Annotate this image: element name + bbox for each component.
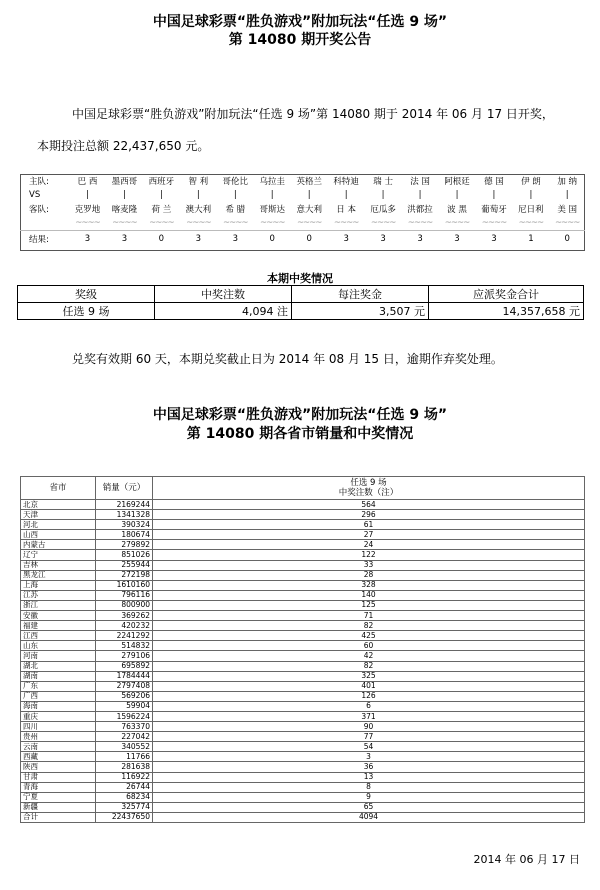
- away-team-row: [20, 202, 585, 216]
- province-sales: 2169244: [96, 500, 153, 510]
- province-row: [21, 631, 585, 641]
- vs-mark: |: [233, 190, 237, 200]
- match-result: 0: [564, 234, 570, 244]
- prize-header-count: 中奖注数: [155, 286, 292, 303]
- province-wins: 140: [153, 590, 585, 600]
- province-sales: 796116: [96, 590, 153, 600]
- province-wins: 122: [153, 550, 585, 560]
- province-name: 甘肃: [21, 772, 96, 782]
- province-header-name: 省市: [21, 477, 96, 500]
- away-team: 波 黑: [447, 205, 467, 215]
- away-team: 美 国: [557, 205, 578, 215]
- result-label: 结果:: [29, 235, 49, 245]
- away-team: 克罗地: [74, 205, 101, 215]
- province-name: 福建: [21, 621, 96, 631]
- home-team: 乌拉圭: [259, 177, 285, 187]
- province-sales: 695892: [96, 661, 153, 671]
- province-wins: 24: [153, 540, 585, 550]
- province-row: [21, 792, 585, 802]
- vs-mark: |: [159, 190, 163, 200]
- prize-total: 14,357,658 元: [429, 303, 584, 320]
- province-row: [21, 732, 585, 742]
- prize-count: 4,094 注: [155, 303, 292, 320]
- vs-mark: |: [307, 190, 311, 200]
- province-name: 浙江: [21, 600, 96, 610]
- home-label: 主队:: [29, 177, 49, 187]
- dashes: ~~~~: [518, 218, 544, 228]
- province-row: [21, 530, 585, 540]
- province-name: 云南: [21, 742, 96, 752]
- province-sales: 1784444: [96, 671, 153, 681]
- province-wins: 401: [153, 681, 585, 691]
- province-name: 内蒙古: [21, 540, 96, 550]
- province-name: 北京: [21, 500, 96, 510]
- province-wins: 61: [153, 520, 585, 530]
- result-row: [20, 232, 585, 246]
- vs-row: [20, 188, 585, 202]
- province-name: 吉林: [21, 560, 96, 570]
- vs-label: VS: [29, 190, 41, 200]
- dashes: ~~~~: [259, 218, 285, 228]
- province-name: 四川: [21, 722, 96, 732]
- province-header-sales: 销量（元）: [96, 477, 153, 500]
- province-wins: 33: [153, 560, 585, 570]
- dashes: ~~~~: [554, 218, 580, 228]
- match-result: 3: [232, 234, 238, 244]
- province-sales: 26744: [96, 782, 153, 792]
- away-team: 哥斯达: [259, 205, 285, 215]
- province-name: 河南: [21, 651, 96, 661]
- match-result: 3: [454, 234, 460, 244]
- dashes: ~~~~: [296, 218, 322, 228]
- province-name: 江西: [21, 631, 96, 641]
- prize-header-level: 奖级: [18, 286, 155, 303]
- province-name: 山西: [21, 530, 96, 540]
- away-team: 尼日利: [518, 205, 544, 215]
- province-sales: 340552: [96, 742, 153, 752]
- vs-mark: |: [196, 190, 200, 200]
- home-team: 瑞 士: [373, 177, 393, 187]
- dashes: ~~~~: [407, 218, 433, 228]
- province-wins: 82: [153, 621, 585, 631]
- province-name: 青海: [21, 782, 96, 792]
- province-wins: 6: [153, 701, 585, 711]
- province-row: [21, 762, 585, 772]
- province-row: [21, 550, 585, 560]
- province-wins: 296: [153, 510, 585, 520]
- dashes: ~~~~: [112, 218, 137, 228]
- away-team: 日 本: [336, 205, 356, 215]
- vs-mark: |: [565, 190, 569, 200]
- home-team: 加 纳: [557, 177, 578, 187]
- away-team: 葡萄牙: [481, 205, 507, 215]
- province-sales: 514832: [96, 641, 153, 651]
- province-sales: 227042: [96, 732, 153, 742]
- province-row: [21, 742, 585, 752]
- province-wins: 13: [153, 772, 585, 782]
- province-wins: 4094: [153, 812, 585, 822]
- prize-table: [17, 285, 584, 320]
- province-sales: 420232: [96, 621, 153, 631]
- province-sales: 1610160: [96, 580, 153, 590]
- province-sales: 255944: [96, 560, 153, 570]
- match-result: 3: [417, 234, 423, 244]
- vs-mark: |: [455, 190, 459, 200]
- province-row: [21, 621, 585, 631]
- province-wins: 54: [153, 742, 585, 752]
- home-team: 西班牙: [148, 177, 175, 187]
- match-result: 1: [528, 234, 534, 244]
- vs-mark: |: [122, 190, 126, 200]
- vs-mark: |: [529, 190, 533, 200]
- province-wins: 60: [153, 641, 585, 651]
- province-sales: 272198: [96, 570, 153, 580]
- match-result: 3: [195, 234, 202, 244]
- validity-notice: 兑奖有效期 60 天，本期兑奖截止日为 2014 年 08 月 15 日，逾期作弃奖处理。: [72, 352, 503, 366]
- away-team: 厄瓜多: [370, 205, 396, 215]
- province-name: 重庆: [21, 711, 96, 721]
- dashes: ~~~~: [75, 218, 100, 228]
- dashes: ~~~~: [481, 218, 507, 228]
- province-header-wins: [153, 477, 585, 500]
- match-result: 0: [269, 234, 275, 244]
- prize-header-total: 应派奖金合计: [429, 286, 584, 303]
- prize-row: [18, 303, 584, 320]
- province-row: [21, 722, 585, 732]
- province-sales: 2797408: [96, 681, 153, 691]
- home-team: 科特迪: [333, 177, 359, 187]
- match-result: 3: [84, 234, 91, 244]
- draw-info: 中国足球彩票“胜负游戏”附加玩法“任选 9 场”第 14080 期于 2014 年 06 月 17 日开奖，: [72, 107, 554, 121]
- dashes: ~~~~: [444, 218, 470, 228]
- province-sales: 281638: [96, 762, 153, 772]
- vs-mark: |: [381, 190, 385, 200]
- away-team: 喀麦隆: [111, 205, 138, 215]
- away-team: 希 腊: [225, 205, 246, 215]
- vs-mark: |: [344, 190, 348, 200]
- province-row: [21, 701, 585, 711]
- province-row: [21, 611, 585, 621]
- province-title: 中国足球彩票“胜负游戏”附加玩法“任选 9 场”: [152, 407, 448, 423]
- province-name: 海南: [21, 701, 96, 711]
- prize-per-bet: 3,507 元: [292, 303, 429, 320]
- province-row: [21, 681, 585, 691]
- province-name: 辽宁: [21, 550, 96, 560]
- dashes: ~~~~: [370, 218, 396, 228]
- province-name: 贵州: [21, 732, 96, 742]
- province-row: [21, 802, 585, 812]
- province-wins: 28: [153, 570, 585, 580]
- province-wins: 90: [153, 722, 585, 732]
- dashes: ~~~~: [186, 218, 211, 228]
- home-team: 伊 朗: [521, 177, 541, 187]
- province-sales: 1341328: [96, 510, 153, 520]
- province-row: [21, 812, 585, 822]
- home-team: 墨西哥: [111, 177, 138, 187]
- home-team: 英格兰: [296, 177, 322, 187]
- home-team: 巴 西: [77, 177, 98, 187]
- province-row: [21, 520, 585, 530]
- province-name: 新疆: [21, 802, 96, 812]
- away-team: 洪都拉: [407, 205, 433, 215]
- province-wins: 564: [153, 500, 585, 510]
- province-sales: 1596224: [96, 711, 153, 721]
- province-name: 西藏: [21, 752, 96, 762]
- home-team: 阿根廷: [444, 177, 470, 187]
- province-row: [21, 752, 585, 762]
- province-sales: 325774: [96, 802, 153, 812]
- footer-date: 2014 年 06 月 17 日: [473, 853, 580, 866]
- province-wins: 42: [153, 651, 585, 661]
- home-team: 哥伦比: [222, 177, 249, 187]
- dashes: ~~~~: [223, 218, 248, 228]
- away-team: 意大利: [296, 205, 322, 215]
- province-wins: 8: [153, 782, 585, 792]
- province-wins: 27: [153, 530, 585, 540]
- province-header-wins-line2: 中奖注数（注）: [338, 488, 399, 498]
- province-row: [21, 772, 585, 782]
- province-row: [21, 560, 585, 570]
- province-name: 湖南: [21, 671, 96, 681]
- match-result: 0: [306, 234, 312, 244]
- province-name: 江苏: [21, 590, 96, 600]
- province-wins: 9: [153, 792, 585, 802]
- province-wins: 126: [153, 691, 585, 701]
- vs-mark: |: [270, 190, 274, 200]
- province-row: [21, 651, 585, 661]
- province-name: 黑龙江: [21, 570, 96, 580]
- province-wins: 3: [153, 752, 585, 762]
- province-row: [21, 782, 585, 792]
- match-result: 3: [121, 234, 128, 244]
- province-wins: 125: [153, 600, 585, 610]
- province-name: 宁夏: [21, 792, 96, 802]
- away-team: 荷 兰: [151, 205, 172, 215]
- province-wins: 328: [153, 580, 585, 590]
- province-subtitle: 第 14080 期各省市销量和中奖情况: [186, 426, 414, 442]
- province-sales: 180674: [96, 530, 153, 540]
- province-name: 天津: [21, 510, 96, 520]
- province-row: [21, 641, 585, 651]
- province-name: 安徽: [21, 611, 96, 621]
- home-team-row: [20, 174, 585, 188]
- province-row: [21, 671, 585, 681]
- home-team: 法 国: [410, 177, 430, 187]
- total-bet-amount: 本期投注总额 22,437,650 元。: [37, 139, 210, 153]
- province-sales: 763370: [96, 722, 153, 732]
- province-row: [21, 600, 585, 610]
- province-name: 广东: [21, 681, 96, 691]
- province-row: [21, 590, 585, 600]
- province-sales: 22437650: [96, 812, 153, 822]
- province-row: [21, 711, 585, 721]
- announcement-title: 中国足球彩票“胜负游戏”附加玩法“任选 9 场”: [152, 14, 448, 30]
- province-sales: 59904: [96, 701, 153, 711]
- province-sales: 116922: [96, 772, 153, 782]
- province-wins: 77: [153, 732, 585, 742]
- province-sales: 851026: [96, 550, 153, 560]
- vs-mark: |: [492, 190, 496, 200]
- province-sales: 279892: [96, 540, 153, 550]
- province-sales: 569206: [96, 691, 153, 701]
- match-result: 3: [343, 234, 349, 244]
- match-result: 3: [380, 234, 386, 244]
- prize-level: 任选 9 场: [18, 303, 155, 320]
- province-name: 合计: [21, 812, 96, 822]
- announcement-issue: 第 14080 期开奖公告: [228, 32, 372, 48]
- dash-row: [20, 216, 585, 231]
- province-name: 上海: [21, 580, 96, 590]
- province-name: 山东: [21, 641, 96, 651]
- province-wins: 36: [153, 762, 585, 772]
- province-name: 河北: [21, 520, 96, 530]
- province-wins: 71: [153, 611, 585, 621]
- province-sales: 369262: [96, 611, 153, 621]
- province-row: [21, 510, 585, 520]
- province-sales: 11766: [96, 752, 153, 762]
- vs-mark: |: [418, 190, 422, 200]
- province-row: [21, 691, 585, 701]
- away-team: 澳大利: [185, 205, 212, 215]
- province-sales: 390324: [96, 520, 153, 530]
- province-row: [21, 570, 585, 580]
- province-row: [21, 540, 585, 550]
- province-sales: 68234: [96, 792, 153, 802]
- province-sales-table: [20, 476, 585, 823]
- match-result: 0: [158, 234, 165, 244]
- province-sales: 800900: [96, 600, 153, 610]
- dashes: ~~~~: [149, 218, 174, 228]
- province-name: 湖北: [21, 661, 96, 671]
- match-result: 3: [491, 234, 497, 244]
- match-results-table: [20, 174, 585, 246]
- province-name: 广西: [21, 691, 96, 701]
- province-wins: 65: [153, 802, 585, 812]
- province-name: 陕西: [21, 762, 96, 772]
- province-wins: 82: [153, 661, 585, 671]
- province-sales: 2241292: [96, 631, 153, 641]
- prize-caption: 本期中奖情况: [267, 272, 333, 285]
- prize-header-per: 每注奖金: [292, 286, 429, 303]
- away-label: 客队:: [29, 205, 49, 215]
- province-header-wins-line1: 任选 9 场: [350, 478, 387, 488]
- province-row: [21, 500, 585, 510]
- province-wins: 371: [153, 711, 585, 721]
- province-wins: 425: [153, 631, 585, 641]
- home-team: 德 国: [484, 177, 504, 187]
- province-sales: 279106: [96, 651, 153, 661]
- province-row: [21, 580, 585, 590]
- province-row: [21, 661, 585, 671]
- province-wins: 325: [153, 671, 585, 681]
- home-team: 智 利: [188, 177, 209, 187]
- dashes: ~~~~: [333, 218, 359, 228]
- vs-mark: |: [86, 190, 89, 200]
